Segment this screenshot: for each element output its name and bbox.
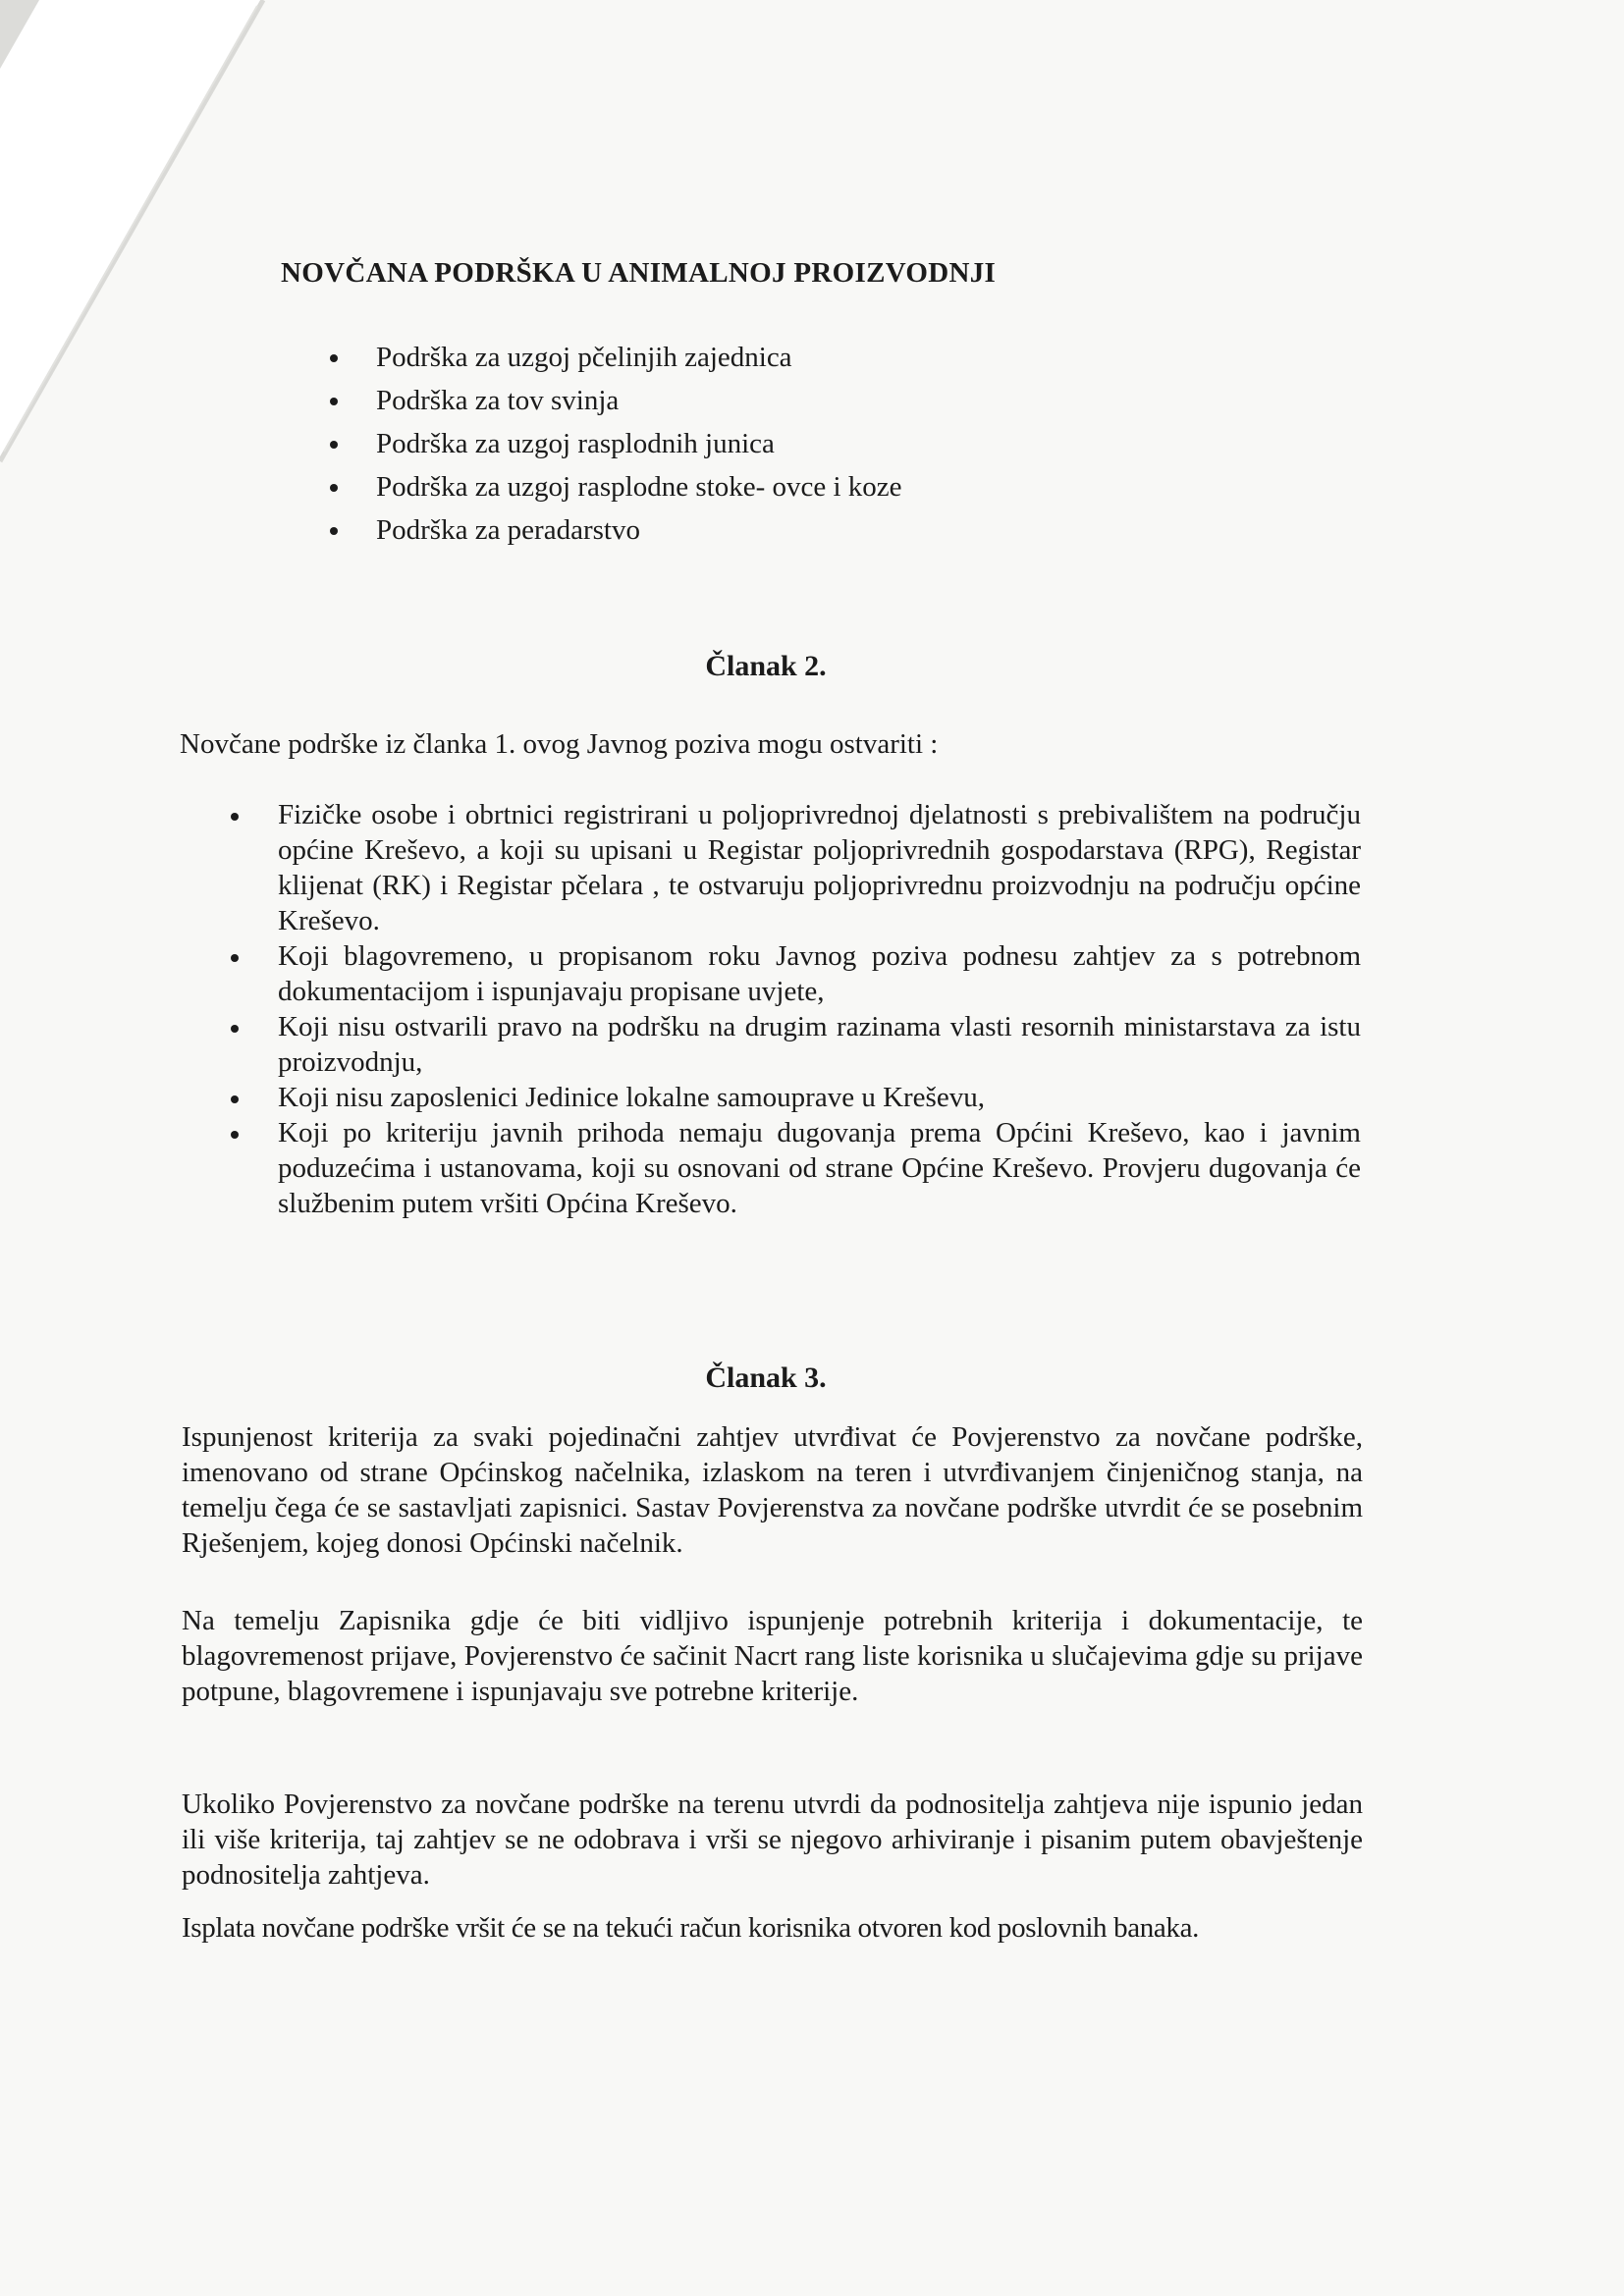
article-3-paragraph: Isplata novčane podrške vršit će se na tekući račun korisnika otvoren kod poslovnih banaka. [182,1912,1199,1944]
list-item: Koji nisu ostvarili pravo na podršku na drugim razinama vlasti resornih ministarstava za istu proizvodnju, [226,1009,1361,1080]
list-item: Koji nisu zaposlenici Jedinice lokalne samouprave u Kreševu, [226,1080,1361,1115]
article-3-paragraph: Na temelju Zapisnika gdje će biti vidljivo ispunjenje potrebnih kriterija i dokumentacije, te blagovremenost prijave, Povjerenstvo će sačinit Nacrt rang liste korisnika u slučajevima gdje su prijave potpune, blagovremene i ispunjavaju sve potrebne kriterije. [182,1605,1363,1707]
document-heading: NOVČANA PODRŠKA U ANIMALNOJ PROIZVODNJI [281,257,997,289]
list-item: Podrška za tov svinja [324,379,902,422]
article-3-paragraph: Ukoliko Povjerenstvo za novčane podrške na terenu utvrdi da podnositelja zahtjeva nije ispunio jedan ili više kriterija, taj zahtjev se ne odobrava i vrši se njegovo arhiviranje i pisanim putem obavještenje podnositelja zahtjeva. [182,1789,1363,1891]
eligibility-criteria-list [226,797,1361,1221]
list-item: Koji po kriteriju javnih prihoda nemaju dugovanja prema Općini Kreševo, kao i javnim poduzećima i ustanovama, koji su osnovani od strane Općine Kreševo. Provjeru dugovanja će službenim putem vršiti Općina Kreševo. [226,1115,1361,1221]
support-types-list [324,336,902,552]
article-3-title: Članak 3. [705,1362,827,1394]
article-2-intro: Novčane podrške iz članka 1. ovog Javnog poziva mogu ostvariti : [180,728,939,760]
list-item: Podrška za uzgoj pčelinjih zajednica [324,336,902,379]
article-3-paragraph: Ispunjenost kriterija za svaki pojedinačni zahtjev utvrđivat će Povjerenstvo za novčane podrške, imenovano od strane Općinskog načelnika, izlaskom na teren i utvrđivanjem činjeničnog stanja, na temelju čega će se sastavljati zapisnici. Sastav Povjerenstva za novčane podrške utvrdit će se posebnim Rješenjem, kojeg donosi Općinski načelnik. [182,1421,1363,1559]
list-item: Podrška za peradarstvo [324,508,902,552]
article-2-title: Članak 2. [705,650,827,682]
list-item: Fizičke osobe i obrtnici registrirani u poljoprivrednoj djelatnosti s prebivalištem na području općine Kreševo, a koji su upisani u Registar poljoprivrednih gospodarstava (RPG), Registar klijenat (RK) i Registar pčelara , te ostvaruju poljoprivrednu proizvodnju na području općine Kreševo. [226,797,1361,938]
folded-corner [0,0,295,471]
list-item: Podrška za uzgoj rasplodne stoke- ovce i koze [324,465,902,508]
list-item: Podrška za uzgoj rasplodnih junica [324,422,902,465]
list-item: Koji blagovremeno, u propisanom roku Javnog poziva podnesu zahtjev za s potrebnom dokumentacijom i ispunjavaju propisane uvjete, [226,938,1361,1009]
